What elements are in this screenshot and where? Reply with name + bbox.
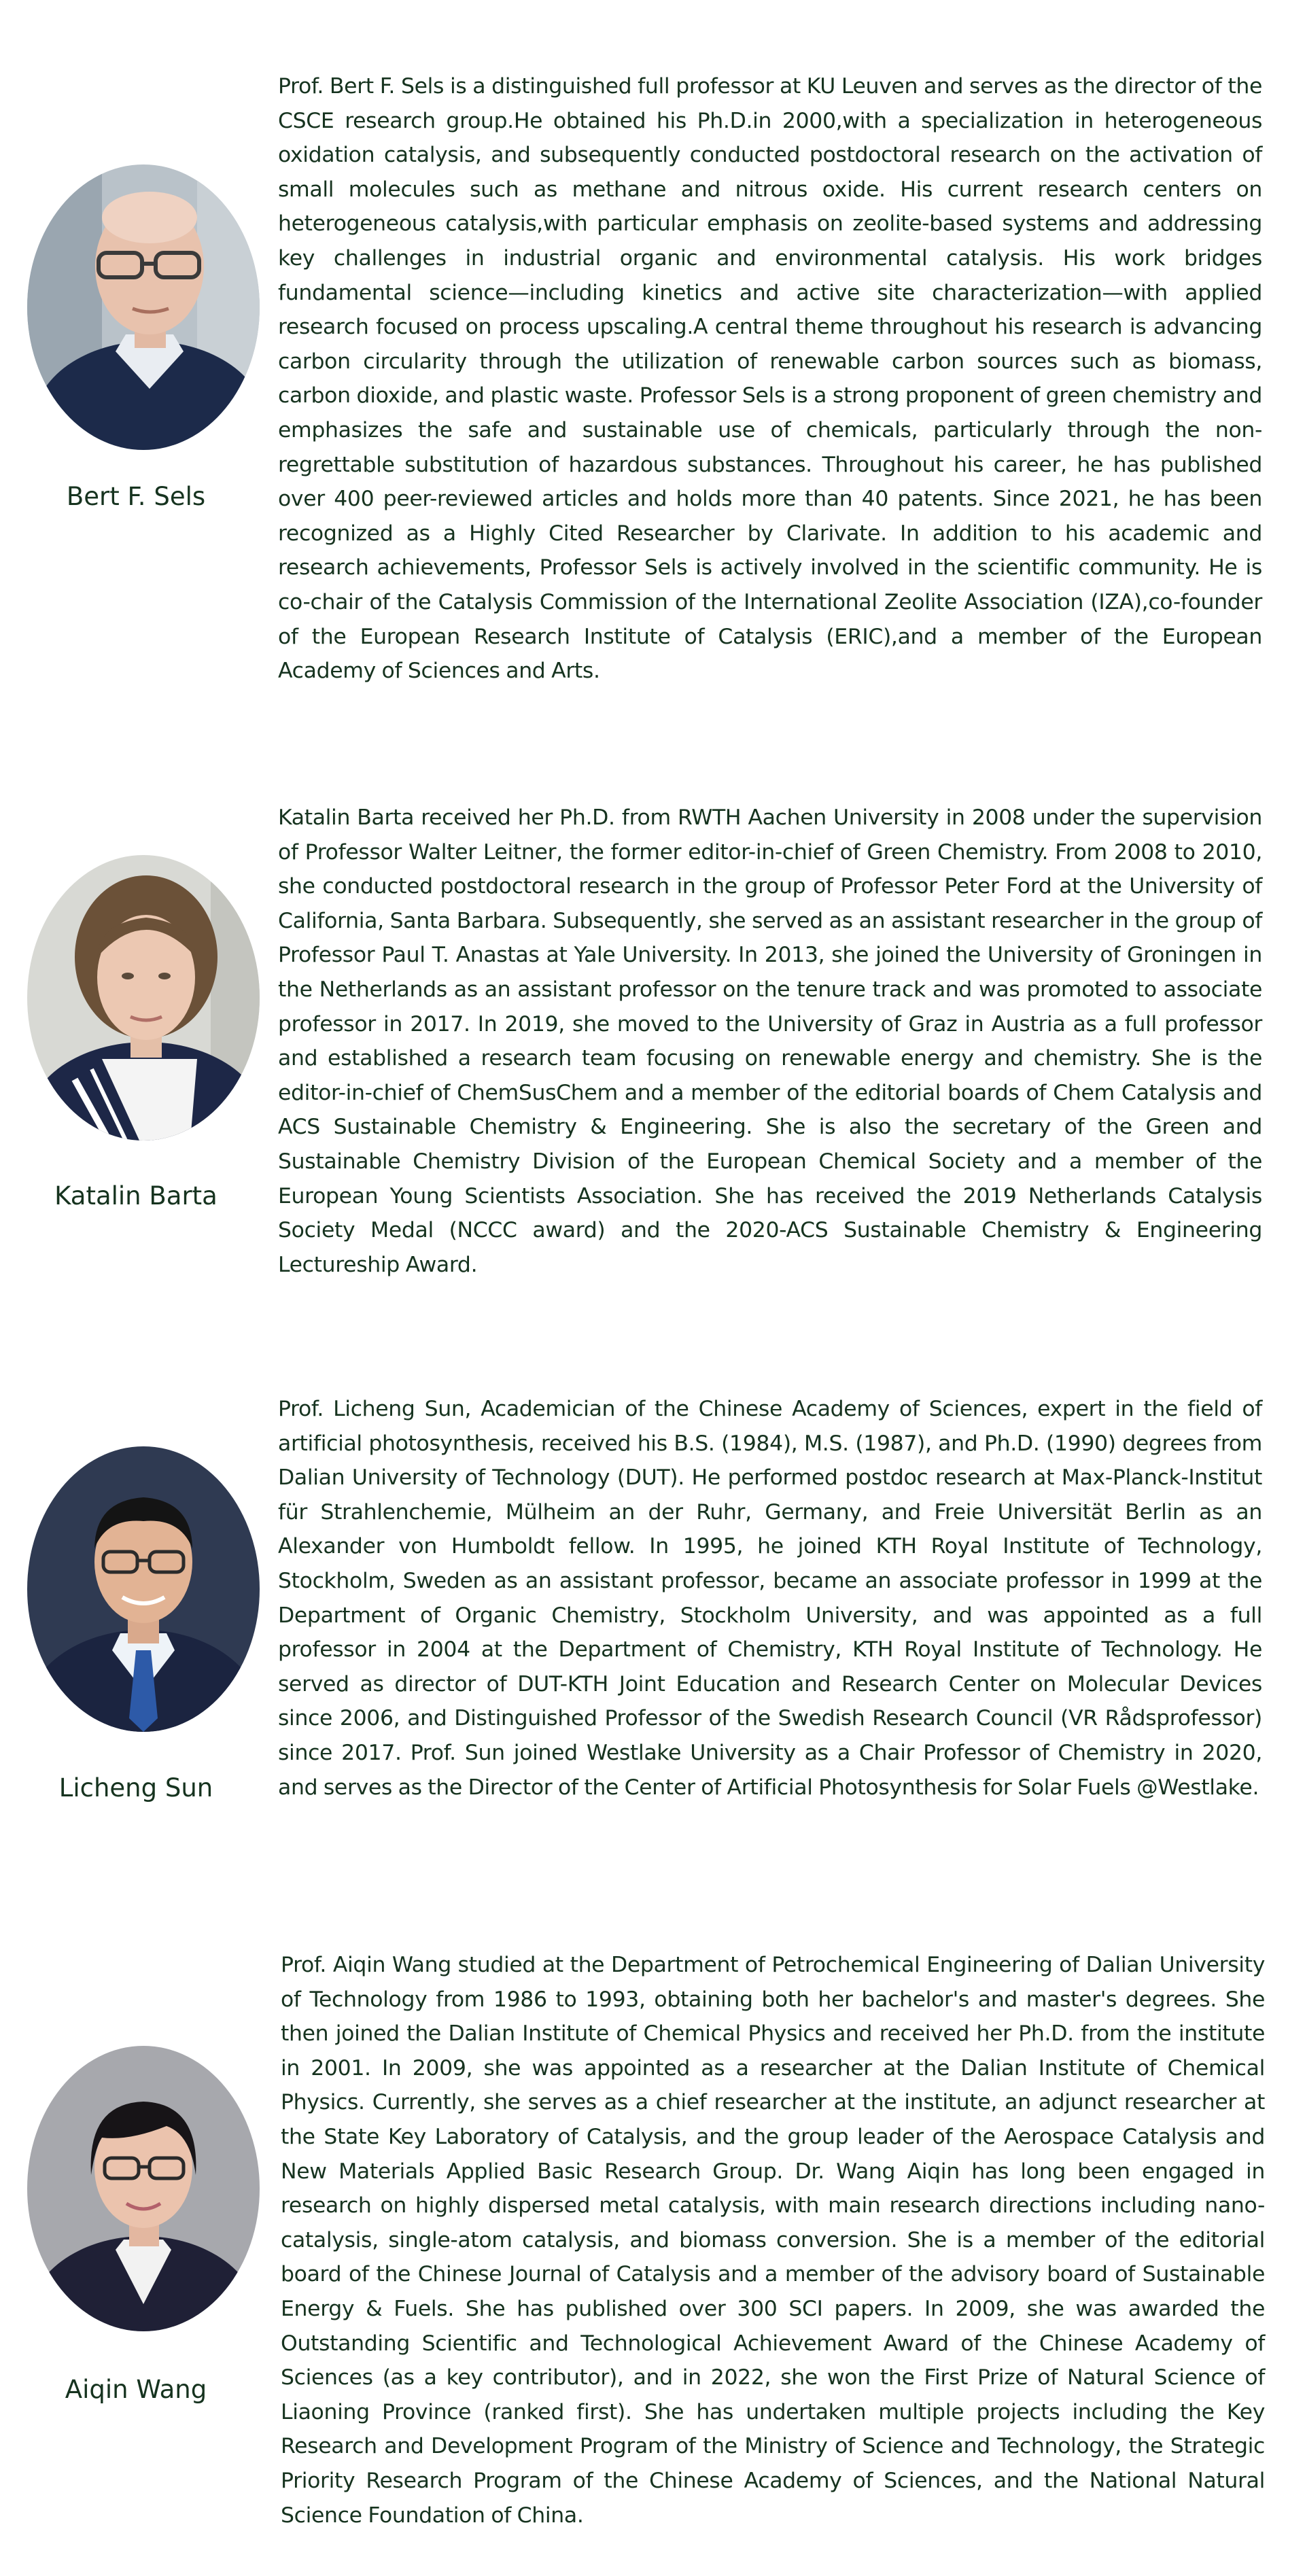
- portrait-katalin-barta: [27, 855, 260, 1141]
- person-name: Bert F. Sels: [66, 482, 206, 511]
- person-name: Licheng Sun: [58, 1773, 213, 1803]
- portrait-licheng-sun: [27, 1446, 260, 1732]
- portrait-photo: [27, 164, 260, 450]
- portrait-photo: [27, 2046, 260, 2331]
- person-name: Katalin Barta: [54, 1181, 218, 1211]
- person-bio: Prof. Bert F. Sels is a distinguished full professor at KU Leuven and serves as the director of the CSCE research group.He obtained his Ph.D.in 2000,with a specialization in heterogeneous oxidation catalysis, and subsequently conducted postdoctoral research on the activation of small molecules such as methane and nitrous oxide. His current research centers on heterogeneous catalysis,with particular emphasis on zeolite-based systems and addressing key challenges in industrial organic and environmental catalysis. His work bridges fundamental science—including kinetics and active site characterization—with applied research focused on process upscaling.A central theme throughout his research is advancing carbon circularity through the utilization of renewable carbon sources such as biomass, carbon dioxide, and plastic waste. Professor Sels is a strong proponent of green chemistry and emphasizes the safe and sustainable use of chemicals, particularly through the non-regrettable substitution of hazardous substances. Throughout his career, he has published over 400 peer-reviewed articles and holds more than 40 patents. Since 2021, he has been recognized as a Highly Cited Researcher by Clarivate. In addition to his academic and research achievements, Professor Sels is actively involved in the scientific community. He is co-chair of the Catalysis Commission of the International Zeolite Association (IZA),co-founder of the European Research Institute of Catalysis (ERIC),and a member of the European Academy of Sciences and Arts.: [278, 74, 1262, 684]
- person-name: Aiqin Wang: [65, 2375, 207, 2404]
- portrait-photo: [27, 1446, 260, 1732]
- person-bio: Prof. Aiqin Wang studied at the Department of Petrochemical Engineering of Dalian University of Technology from 1986 to 1993, obtaining both her bachelor's and master's degrees. She then joined the Dalian Institute of Chemical Physics and received her Ph.D. from the institute in 2001. In 2009, she was appointed as a researcher at the Dalian Institute of Chemical Physics. Currently, she serves as a chief researcher at the institute, an adjunct researcher at the State Key Laboratory of Catalysis, and the group leader of the Aerospace Catalysis and New Materials Applied Basic Research Group. Dr. Wang Aiqin has long been engaged in research on highly dispersed metal catalysis, with main research directions including nano-catalysis, single-atom catalysis, and biomass conversion. She is a member of the editorial board of the Chinese Journal of Catalysis and a member of the advisory board of Sustainable Energy & Fuels. She has published over 300 SCI papers. In 2009, she was awarded the Outstanding Scientific and Technological Achievement Award of the Chinese Academy of Sciences (as a key contributor), and in 2022, she won the First Prize of Natural Science of Liaoning Province (ranked first). She has undertaken multiple projects including the Key Research and Development Program of the Ministry of Science and Technology, the Strategic Priority Research Program of the Chinese Academy of Sciences, and the National Natural Science Foundation of China.: [281, 1953, 1265, 2528]
- portrait-photo: [27, 855, 260, 1141]
- person-bio: Prof. Licheng Sun, Academician of the Chinese Academy of Sciences, expert in the field of artificial photosynthesis, received his B.S. (1984), M.S. (1987), and Ph.D. (1990) degrees from Dalian University of Technology (DUT). He performed postdoc research at Max-Planck-Institut für Strahlenchemie, Mülheim an der Ruhr, Germany, and Freie Universität Berlin as an Alexander von Humboldt fellow. In 1995, he joined KTH Royal Institute of Technology, Stockholm, Sweden as an assistant professor, became an associate professor in 1999 at the Department of Organic Chemistry, Stockholm University, and was appointed as a full professor in 2004 at the Department of Chemistry, KTH Royal Institute of Technology. He served as director of DUT-KTH Joint Education and Research Center on Molecular Devices since 2006, and Distinguished Professor of the Swedish Research Council (VR Rådsprofessor) since 2017. Prof. Sun joined Westlake University as a Chair Professor of Chemistry in 2020, and serves as the Director of the Center of Artificial Photosynthesis for Solar Fuels @Westlake.: [278, 1397, 1262, 1800]
- portrait-aiqin-wang: [27, 2046, 260, 2331]
- person-bio: Katalin Barta received her Ph.D. from RWTH Aachen University in 2008 under the supervision of Professor Walter Leitner, the former editor-in-chief of Green Chemistry. From 2008 to 2010, she conducted postdoctoral research in the group of Professor Peter Ford at the University of California, Santa Barbara. Subsequently, she served as an assistant researcher in the group of Professor Paul T. Anastas at Yale University. In 2013, she joined the University of Groningen in the Netherlands as an assistant professor on the tenure track and was promoted to associate professor in 2017. In 2019, she moved to the University of Graz in Austria as a full professor and established a research team focusing on renewable energy and chemistry. She is the editor-in-chief of ChemSusChem and a member of the editorial boards of Chem Catalysis and ACS Sustainable Chemistry & Engineering. She is also the secretary of the Green and Sustainable Chemistry Division of the European Chemical Society and a member of the European Young Scientists Association. She has received the 2019 Netherlands Catalysis Society Medal (NCCC award) and the 2020-ACS Sustainable Chemistry & Engineering Lectureship Award.: [278, 805, 1262, 1277]
- portrait-bert-sels: [27, 164, 260, 450]
